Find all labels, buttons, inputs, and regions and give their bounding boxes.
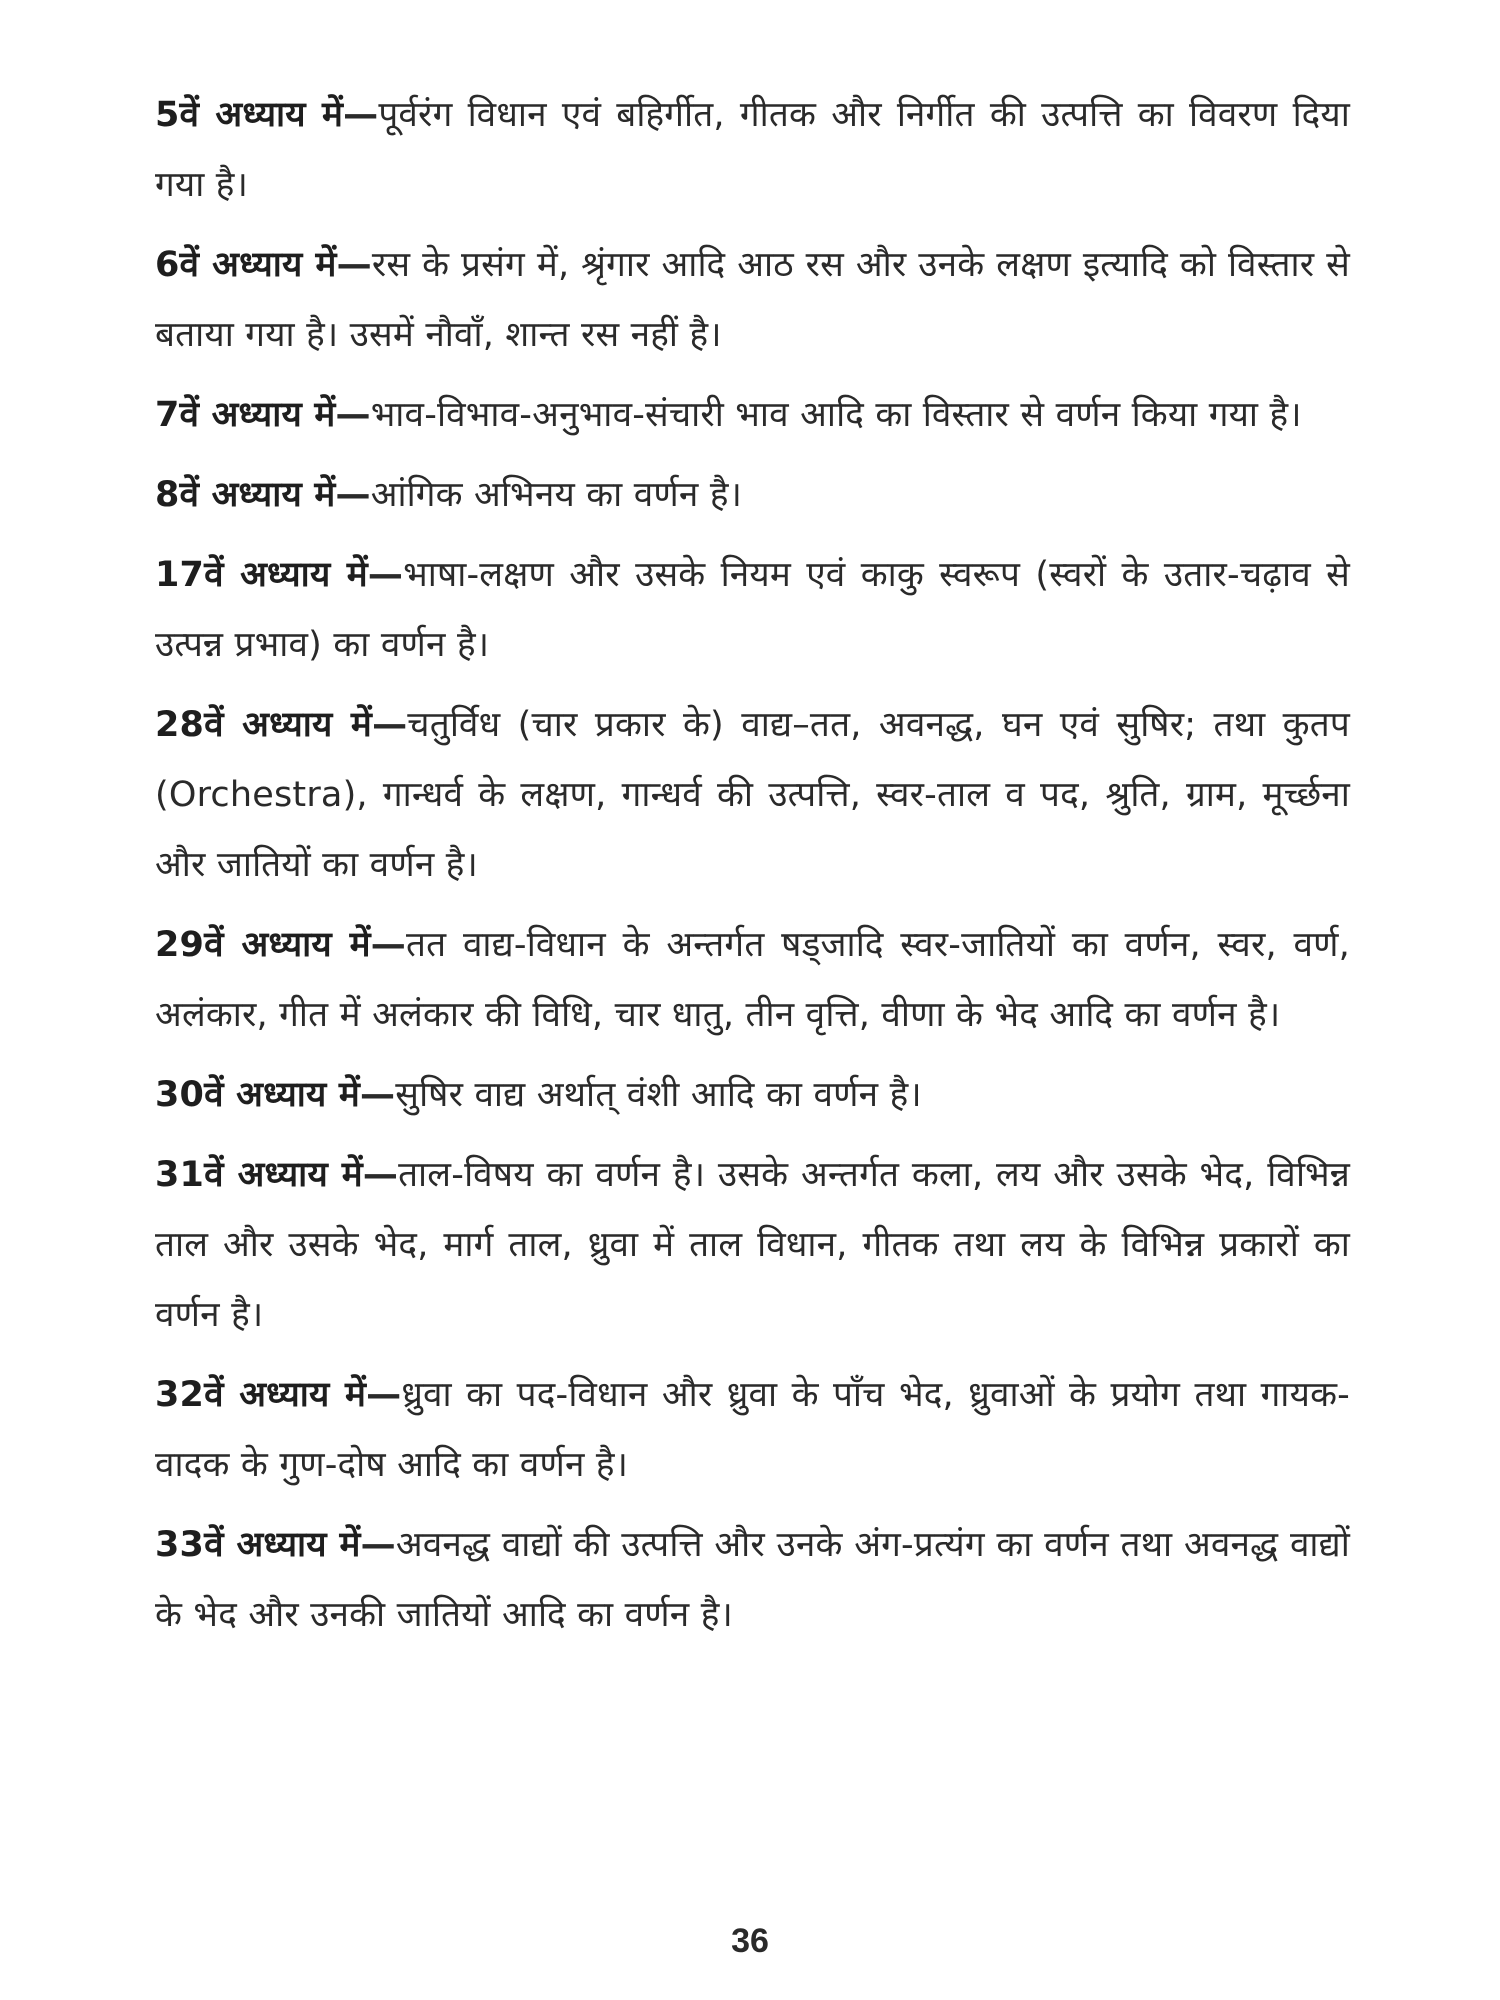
separator-dash: — [366,1375,402,1415]
chapter-entry-8 [155,460,1350,530]
chapter-text: ध्रुवा का पद-विधान और ध्रुवा के पाँच भेद, ध्रुवाओं के प्रयोग तथा गायक-वादक के गुण-दोष आदि का वर्णन है। [155,1375,1350,1485]
chapter-entry-17 [155,540,1350,680]
separator-dash: — [335,395,371,435]
separator-dash: — [362,1155,399,1195]
chapter-entry-5 [155,80,1350,220]
separator-dash: — [343,95,379,135]
chapter-label: 31वें अध्याय में [155,1155,363,1195]
chapter-text: तत वाद्य-विधान के अन्तर्गत षड्जादि स्वर-जातियों का वर्णन, स्वर, वर्ण, अलंकार, गीत में अलंकार की विधि, चार धातु, तीन वृत्ति, वीणा के भेद आदि का वर्णन है। [155,925,1350,1035]
chapter-text: ताल-विषय का वर्णन है। उसके अन्तर्गत कला, लय और उसके भेद, विभिन्न ताल और उसके भेद, मार्ग ताल, ध्रुवा में ताल विधान, गीतक तथा लय के विभिन्न प्रकारों का वर्णन है। [155,1155,1350,1335]
chapter-text: सुषिर वाद्य अर्थात् वंशी आदि का वर्णन है। [395,1075,922,1115]
chapter-label: 30वें अध्याय में [155,1075,361,1115]
chapter-label: 5वें अध्याय में [155,95,344,135]
chapter-label: 32वें अध्याय में [155,1375,367,1415]
chapter-entry-6 [155,230,1350,370]
chapter-label: 8वें अध्याय में [155,475,336,515]
chapter-label: 7वें अध्याय में [155,395,336,435]
chapter-text: पूर्वरंग विधान एवं बहिर्गीत, गीतक और निर्गीत की उत्पत्ति का विवरण दिया गया है। [155,95,1350,205]
page-number: 36 [731,1922,769,1960]
chapter-entry-28 [155,690,1350,900]
chapter-text: आंगिक अभिनय का वर्णन है। [370,475,743,515]
separator-dash: — [370,925,406,965]
separator-dash: — [360,1525,396,1565]
chapter-text: रस के प्रसंग में, श्रृंगार आदि आठ रस और उनके लक्षण इत्यादि को विस्तार से बताया गया है। उसमें नौवाँ, शान्त रस नहीं है। [155,245,1350,355]
chapter-summary-list [155,80,1350,1660]
chapter-entry-29 [155,910,1350,1050]
separator-dash: — [336,245,372,285]
chapter-text: अवनद्ध वाद्यों की उत्पत्ति और उनके अंग-प्रत्यंग का वर्णन तथा अवनद्ध वाद्यों के भेद और उनकी जातियों आदि का वर्णन है। [155,1525,1350,1635]
separator-dash: — [335,475,371,515]
chapter-label: 29वें अध्याय में [155,925,371,965]
chapter-entry-30 [155,1060,1350,1130]
chapter-label: 28वें अध्याय में [155,705,373,745]
separator-dash: — [372,705,408,745]
separator-dash: — [367,555,404,595]
chapter-entry-7 [155,380,1350,450]
chapter-text: भाषा-लक्षण और उसके नियम एवं काकु स्वरूप (स्वरों के उतार-चढ़ाव से उत्पन्न प्रभाव) का वर्णन है। [155,555,1350,665]
chapter-text: चतुर्विध (चार प्रकार के) वाद्य–तत, अवनद्ध, घन एवं सुषिर; तथा कुतप (Orchestra), गान्धर्व के लक्षण, गान्धर्व की उत्पत्ति, स्वर-ताल व पद, श्रुति, ग्राम, मूर्च्छना और जातियों का वर्णन है। [155,705,1350,885]
chapter-label: 17वें अध्याय में [155,555,368,595]
separator-dash: — [360,1075,396,1115]
chapter-text: भाव-विभाव-अनुभाव-संचारी भाव आदि का विस्तार से वर्णन किया गया है। [370,395,1302,435]
chapter-entry-33 [155,1510,1350,1650]
chapter-label: 33वें अध्याय में [155,1525,361,1565]
chapter-label: 6वें अध्याय में [155,245,337,285]
chapter-entry-32 [155,1360,1350,1500]
chapter-entry-31 [155,1140,1350,1350]
